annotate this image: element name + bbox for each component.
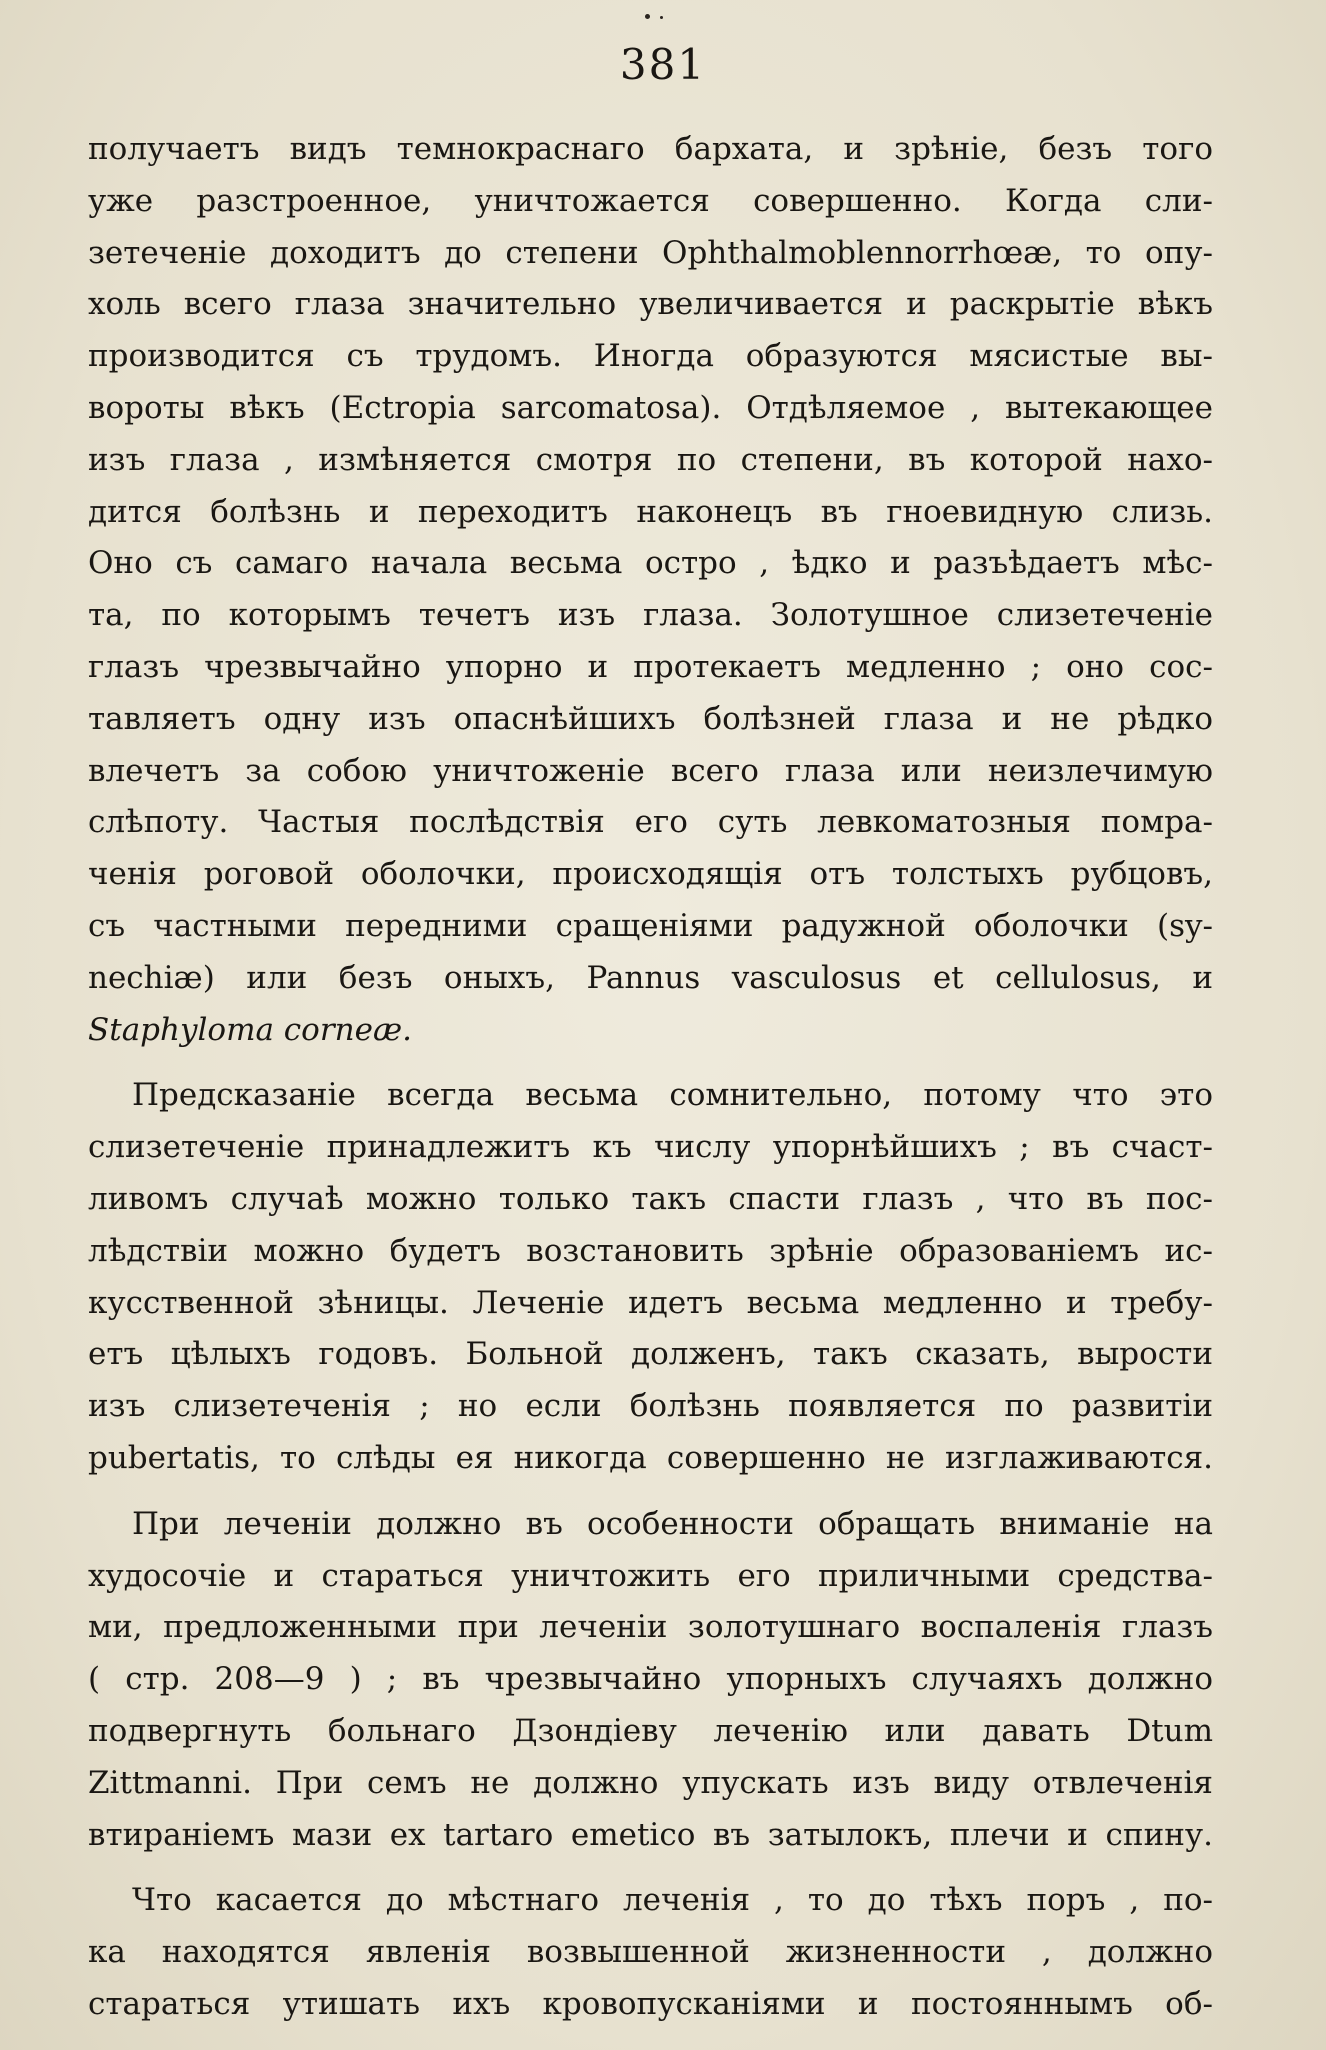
text-line: влечетъ за собою уничтоженіе всего глаза или неизлечимую <box>88 752 1213 789</box>
text-line: уже разстроенное, уничтожается совершенно. Когда сли- <box>88 182 1213 219</box>
print-speck <box>645 14 650 19</box>
text-line: слизетеченіе принадлежитъ къ числу упорнѣйшихъ ; въ счаст- <box>88 1129 1213 1166</box>
text-line: производится съ трудомъ. Иногда образуются мясистые вы- <box>88 338 1213 375</box>
text-line: вороты вѣкъ (Ectropia sarcomatosa). Отдѣляемое , вытекающее <box>88 389 1213 426</box>
text-line-last: Staphyloma corneæ. <box>88 1011 412 1048</box>
text-line: стараться утишать ихъ кровопусканіями и постояннымъ об- <box>88 1985 1213 2022</box>
body-text <box>88 124 1213 2031</box>
text-line: получаетъ видъ темнокраснаго бархата, и зрѣніе, безъ того <box>88 131 1213 167</box>
text-line: ченія роговой оболочки, происходящія отъ толстыхъ рубцовъ, <box>88 856 1213 893</box>
text-line: та, по которымъ течетъ изъ глаза. Золотушное слизетеченіе <box>88 597 1213 634</box>
text-line: етъ цѣлыхъ годовъ. Больной долженъ, такъ сказать, вырости <box>88 1336 1213 1373</box>
text-line: втираніемъ мази ex tartaro emetico въ затылокъ, плечи и спину. <box>88 1816 1213 1853</box>
text-line: ми, предложенными при леченіи золотушнаго воспаленія глазъ <box>88 1609 1213 1646</box>
text-line: худосочіе и стараться уничтожить его приличными средства- <box>88 1557 1213 1594</box>
text-line: съ частными передними сращеніями радужной оболочки (sy- <box>88 907 1213 944</box>
text-line: Zittmanni. При семъ не должно упускать изъ виду отвлеченія <box>88 1764 1213 1801</box>
text-line: ка находятся явленія возвышенной жизненности , должно <box>88 1934 1213 1971</box>
text-line: ( стр. 208—9 ) ; въ чрезвычайно упорныхъ случаяхъ должно <box>88 1661 1213 1698</box>
text-line: Оно съ самаго начала весьма остро , ѣдко и разъѣдаетъ мѣс- <box>88 545 1213 582</box>
paragraph-4 <box>88 1875 1213 2030</box>
text-line: дится болѣзнь и переходитъ наконецъ въ гноевидную слизь. <box>88 493 1213 530</box>
text-line: глазъ чрезвычайно упорно и протекаетъ медленно ; оно сос- <box>88 648 1213 685</box>
text-line: кусственной зѣницы. Леченіе идетъ весьма медленно и требу- <box>88 1284 1213 1321</box>
text-line: pubertatis, то слѣды ея никогда совершенно не изглаживаются. <box>88 1439 1213 1476</box>
text-line: nechiæ) или безъ оныхъ, Pannus vasculosus et cellulosus, и <box>88 959 1213 996</box>
text-line: ливомъ случаѣ можно только такъ спасти глазъ , что въ пос- <box>88 1180 1213 1217</box>
text-line-first: Что касается до мѣстнаго леченія , то до тѣхъ поръ , по- <box>132 1882 1213 1919</box>
text-line: тавляетъ одну изъ опаснѣйшихъ болѣзней глаза и не рѣдко <box>88 700 1213 737</box>
text-line-first: При леченіи должно въ особенности обращать вниманіе на <box>132 1505 1213 1542</box>
text-line: изъ слизетеченія ; но если болѣзнь появляется по развитіи <box>88 1388 1213 1425</box>
page-number: 381 <box>619 40 707 89</box>
print-speck <box>660 16 663 19</box>
text-line: лѣдствіи можно будетъ возстановить зрѣніе образованіемъ ис- <box>88 1232 1213 1269</box>
text-line: подвергнуть больнаго Дзондіеву леченію или давать Dtum <box>88 1712 1213 1749</box>
text-line: слѣпоту. Частыя послѣдствія его суть левкоматозныя помра- <box>88 804 1213 841</box>
paragraph-3 <box>88 1499 1213 1862</box>
text-line: зетеченіе доходитъ до степени Ophthalmoblennorrhœæ, то опу- <box>88 234 1213 271</box>
text-line: холь всего глаза значительно увеличивается и раскрытіе вѣкъ <box>88 286 1213 323</box>
paragraph-2 <box>88 1070 1213 1484</box>
text-line-first: Предсказаніе всегда весьма сомнительно, потому что это <box>132 1077 1213 1114</box>
paragraph-1 <box>88 124 1213 1056</box>
text-line: изъ глаза , измѣняется смотря по степени, въ которой нахо- <box>88 441 1213 478</box>
